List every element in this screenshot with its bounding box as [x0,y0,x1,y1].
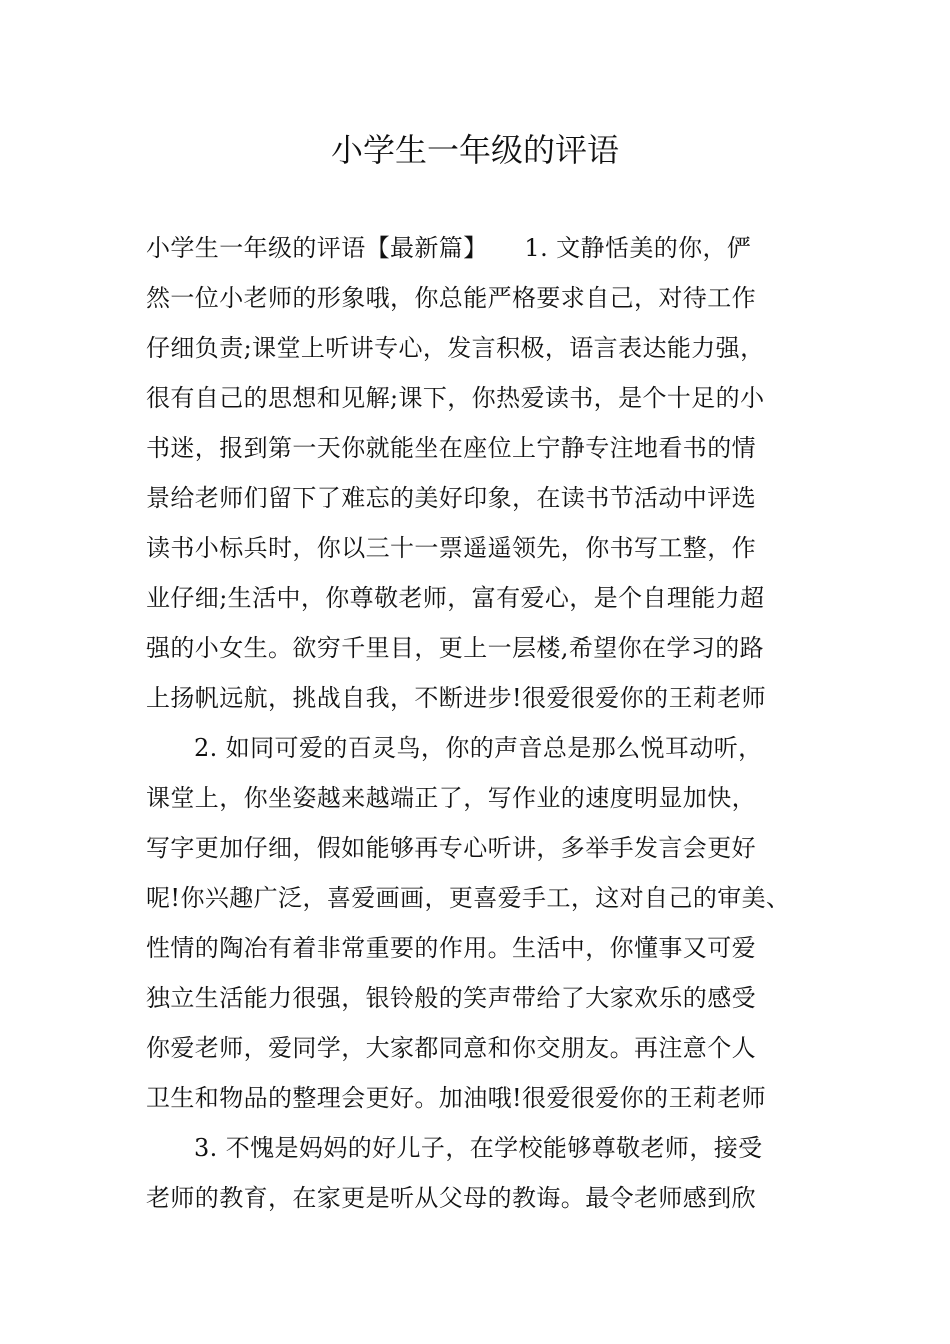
text-line: 你爱老师，爱同学，大家都同意和你交朋友。再注意个人 [146,1034,756,1062]
text-line: 老师的教育，在家更是听从父母的教诲。最令老师感到欣 [146,1184,756,1212]
text-line: 然一位小老师的形象哦，你总能严格要求自己，对待工作 [146,284,756,312]
document-title: 小学生一年级的评语 [330,131,619,169]
paragraph-start-line: 2. 如同可爱的百灵鸟，你的声音总是那么悦耳动听， [194,734,763,762]
text-line: 强的小女生。欲穷千里目，更上一层楼,希望你在学习的路 [146,634,765,662]
text-line: 很有自己的思想和见解;课下，你热爱读书，是个十足的小 [146,384,765,412]
text-line: 小学生一年级的评语【最新篇】 1. 文静恬美的你，俨 [146,234,752,262]
text-line: 独立生活能力很强，银铃般的笑声带给了大家欢乐的感受 [146,984,756,1012]
text-line: 写字更加仔细，假如能够再专心听讲，多举手发言会更好 [146,834,756,862]
paragraph-start-line: 3. 不愧是妈妈的好儿子，在学校能够尊敬老师，接受 [194,1134,763,1162]
text-line: 读书小标兵时，你以三十一票遥遥领先，你书写工整，作 [146,534,756,562]
text-line: 景给老师们留下了难忘的美好印象，在读书节活动中评选 [146,484,756,512]
text-line: 课堂上，你坐姿越来越端正了，写作业的速度明显加快， [146,784,756,812]
text-line: 卫生和物品的整理会更好。加油哦!很爱很爱你的王莉老师 [146,1084,767,1112]
text-line: 书迷，报到第一天你就能坐在座位上宁静专注地看书的情 [146,434,756,462]
text-line: 性情的陶冶有着非常重要的作用。生活中，你懂事又可爱 [146,934,756,962]
text-line: 上扬帆远航，挑战自我，不断进步!很爱很爱你的王莉老师 [146,684,767,712]
text-line: 呢!你兴趣广泛，喜爱画画，更喜爱手工，这对自己的审美、 [146,884,791,912]
document-body [146,223,836,1223]
text-line: 仔细负责;课堂上听讲专心，发言积极，语言表达能力强， [146,334,765,362]
text-line: 业仔细;生活中，你尊敬老师，富有爱心，是个自理能力超 [146,584,765,612]
